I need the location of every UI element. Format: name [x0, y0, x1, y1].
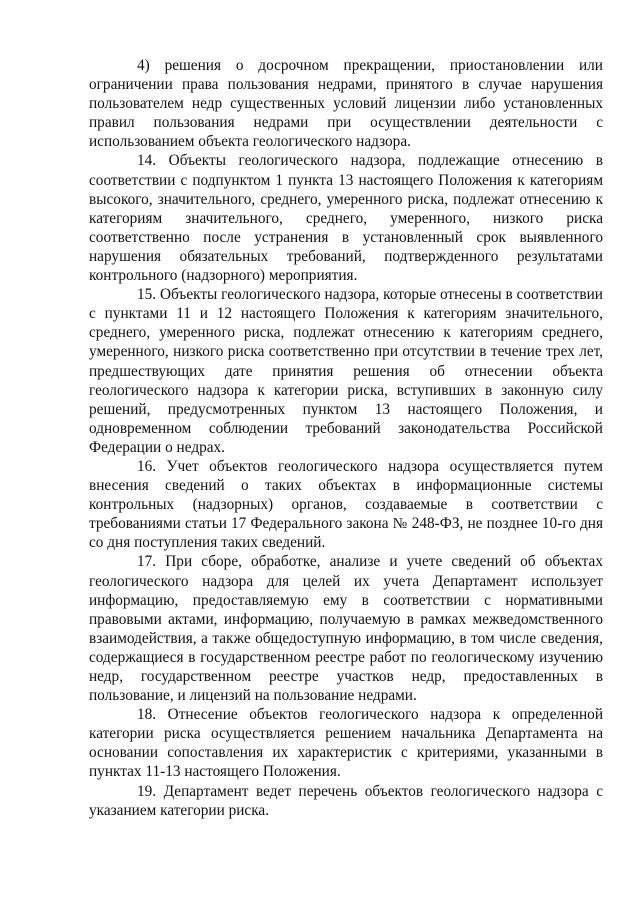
paragraph-item-4: 4) решения о досрочном прекращении, приостановлении или ограничении права пользования недрами, принятого в случае нарушения пользователем недр существенных условий лицензии либо установленных правил пользования недрами при осуществлении деятельности с использованием объекта геологического надзора. [89, 57, 603, 151]
paragraph-19: 19. Департамент ведет перечень объектов геологического надзора с указанием категории риска. [89, 782, 603, 819]
paragraph-16: 16. Учет объектов геологического надзора осуществляется путем внесения сведений о таких объектах в информационные системы контрольных (надзорных) органов, создаваемые в соответствии с требованиями статьи 17 Федерального закона № 248-ФЗ, не позднее 10-го дня со дня поступления таких сведений. [89, 457, 603, 552]
paragraph-17: 17. При сборе, обработке, анализе и учете сведений об объектах геологического надзора для целей их учета Департамент использует информацию, предоставляемую ему в соответствии с нормативными правовыми актами, информацию, получаемую в рамках межведомственного взаимодействия, а также общедоступную информацию, в том числе сведения, содержащиеся в государственном реестре работ по геологическому изучению недр, государственном реестре участков недр, предоставленных в пользование, и лицензий на пользование недрами. [89, 553, 603, 705]
paragraph-14: 14. Объекты геологического надзора, подлежащие отнесению в соответствии с подпунктом 1 пункта 13 настоящего Положения к категориям высокого, значительного, среднего, умеренного риска, подлежат отнесению к категориям значительного, среднего, умеренного, низкого риска соответственно после устранения в установленный срок выявленного нарушения обязательных требований, подтвержденного результатами контрольного (надзорного) мероприятия. [89, 152, 603, 285]
paragraph-18: 18. Отнесение объектов геологического надзора к определенной категории риска осуществляется решением начальника Департамента на основании сопоставления их характеристик с критериями, указанными в пунктах 11-13 настоящего Положения. [89, 706, 603, 781]
paragraph-15: 15. Объекты геологического надзора, которые отнесены в соответствии с пунктами 11 и 12 настоящего Положения к категориям значительного, среднего, умеренного риска, подлежат отнесению к категориям среднего, умеренного, низкого риска соответственно при отсутствии в течение трех лет, предшествующих дате принятия решения об отнесении объекта геологического надзора к категории риска, вступивших в законную силу решений, предусмотренных пунктом 13 настоящего Положения, и одновременном соблюдении требований законодательства Российской Федерации о недрах. [89, 286, 603, 456]
document-body [89, 56, 603, 820]
